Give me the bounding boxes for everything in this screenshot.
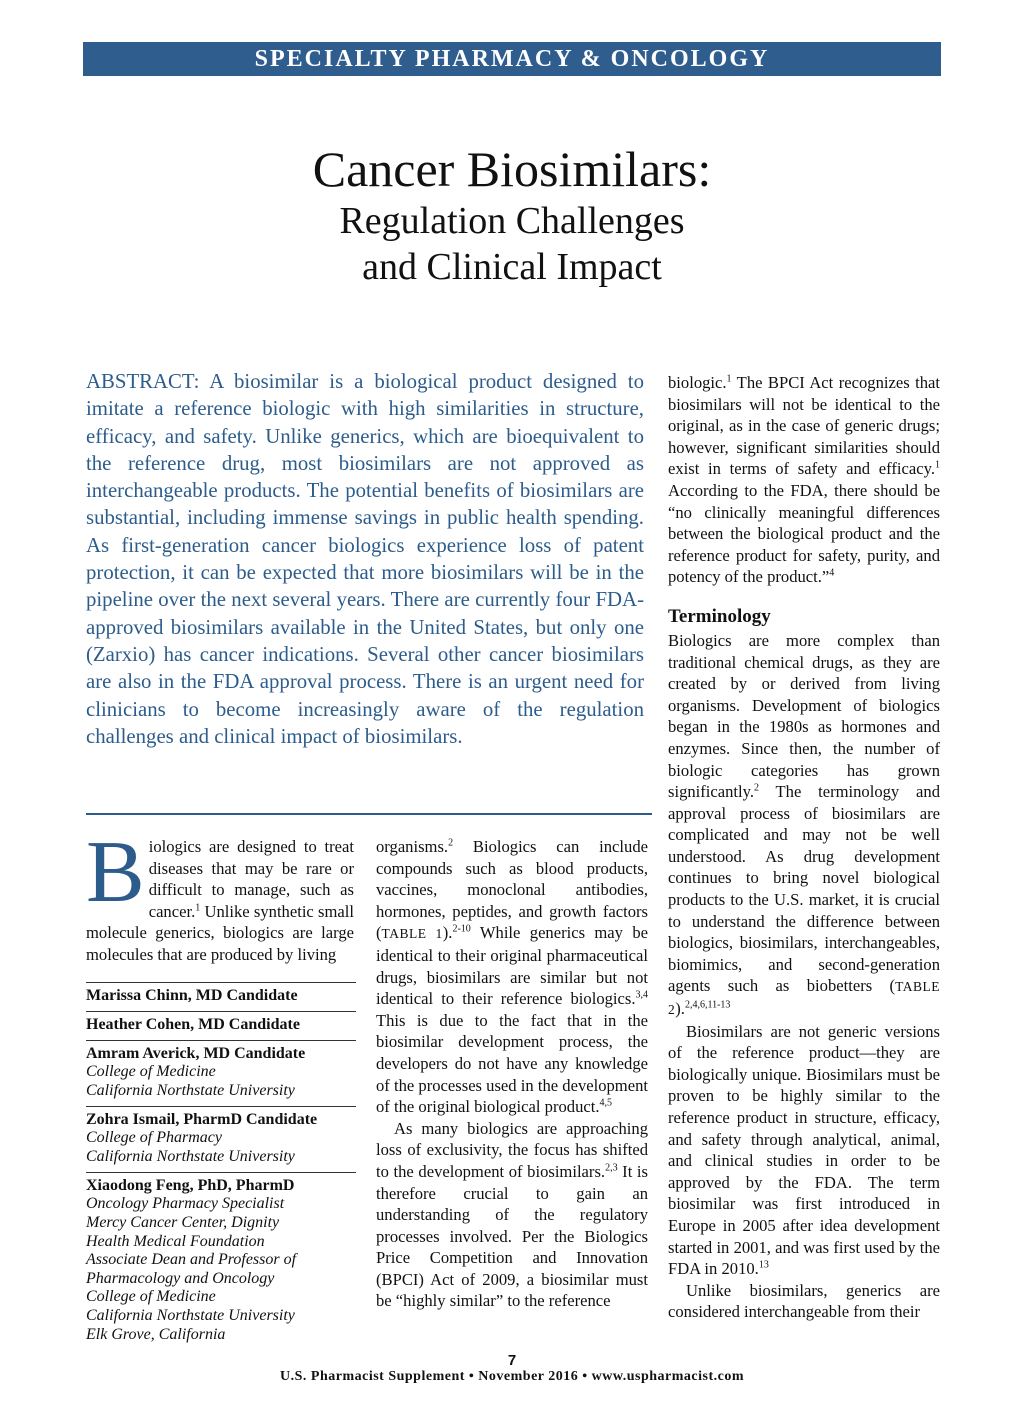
page-number: 7	[507, 1352, 517, 1369]
article-subtitle-line-2: and Clinical Impact	[362, 246, 662, 288]
author-list	[86, 982, 356, 1350]
body-column-2	[376, 836, 648, 1312]
table-reference: TABLE 2	[668, 979, 940, 1018]
author-affiliation: College of Pharmacy California Northstate University	[86, 1129, 295, 1165]
section-heading: Terminology	[668, 605, 771, 627]
author-name: Zohra Ismail, PharmD Candidate	[86, 1111, 318, 1129]
body-paragraph: biologic.$^1$ The BPCI Act recognizes that biosimilars will not be identical to the original, as in the case of generic drugs; however, significant similarities should exist in terms of safety and efficacy.$^1$ According to the FDA, there should be “no clinically meaningful differences between the biological product and the reference product for safety, purity, and potency of the product.”$^4$	[668, 373, 940, 587]
intro-paragraph: Biologics are designed to treat diseases that may be rare or difficult to manage, such as cancer.$^1$ Unlike synthetic small molecule generics, biologics are large molecules that are produced by living	[86, 824, 354, 964]
page-footer: U.S. Pharmacist Supplement • November 2016 • www.uspharmacist.com	[280, 1369, 744, 1384]
author-name: Marissa Chinn, MD Candidate	[86, 987, 298, 1004]
author-affiliation: Oncology Pharmacy Specialist Mercy Cancer Center, Dignity Health Medical Foundation Associate Dean and Professor of Pharmacology and Oncology College of Medicine California Northstate University Elk Grove, California	[86, 1195, 297, 1343]
section-banner: SPECIALTY PHARMACY & ONCOLOGY	[83, 42, 941, 76]
body-paragraph: Unlike biosimilars, generics are considered interchangeable from their	[668, 1280, 940, 1322]
body-paragraph: organisms.$^2$ Biologics can include compounds such as blood products, vaccines, monoclonal antibodies, hormones, peptides, and growth factors (TABLE 1).$^{2-10}$ While generics may be identical to their original pharmaceutical drugs, biosimilars are similar but not identical to their reference biologics.$^{3,4}$ This is due to the fact that in the biosimilar development process, the developers do not have any knowledge of the processes used in the development of the original biological product.$^{4,5}$	[376, 837, 648, 1117]
article-title: Cancer Biosimilars:	[312, 141, 712, 197]
body-paragraph: As many biologics are approaching loss of exclusivity, the focus has shifted to the development of biosimilars.$^{2,3}$ It is therefore crucial to gain an understanding of the regulatory processes involved. Per the Biologics Price Competition and Innovation (BPCI) Act of 2009, a biosimilar must be “highly similar” to the reference	[376, 1118, 648, 1311]
abstract-text: A biosimilar is a biological product designed to imitate a reference biologic with high similarities in structure, efficacy, and safety. Unlike generics, which are bioequivalent to the reference drug, most biosimilars are not approved as interchangeable products. The potential benefits of biosimilars are substantial, including immense savings in public health spending. As first-generation cancer biologics experience loss of patent protection, it can be expected that more biosimilars will be in the pipeline over the next several years. There are currently four FDA-approved biosimilars available in the United States, but only one (Zarxio) has cancer indications. Several other cancer biosimilars are also in the FDA approval process. There is an urgent need for clinicians to become increasingly aware of the regulation challenges and clinical impact of biosimilars.	[86, 370, 644, 748]
author-entry	[86, 1106, 356, 1172]
abstract	[86, 368, 644, 750]
author-entry	[86, 1172, 356, 1350]
author-entry	[86, 1040, 356, 1106]
author-entry	[86, 982, 356, 1011]
author-name: Xiaodong Feng, PhD, PharmD	[86, 1177, 295, 1195]
abstract-label: ABSTRACT:	[86, 370, 200, 393]
drop-cap: B	[86, 824, 145, 921]
author-name: Amram Averick, MD Candidate	[86, 1045, 306, 1062]
body-column-3	[668, 372, 940, 1323]
author-affiliation: College of Medicine California Northstate University	[86, 1063, 295, 1099]
article-subtitle-line-1: Regulation Challenges	[339, 200, 685, 242]
body-paragraph: Biosimilars are not generic versions of the reference product—they are biologically unique. Biosimilars must be proven to be highly similar to the reference product in structure, efficacy, and safety through analytical, animal, and clinical studies in order to be approved by the FDA. The term biosimilar was first introduced in Europe in 2005 after idea development started in 2001, and was first used by the FDA in 2010.13	[668, 1021, 940, 1279]
table-reference: TABLE 1	[381, 926, 443, 942]
body-paragraph: Biologics are more complex than traditional chemical drugs, as they are created by or derived from living organisms. Development of biologics began in the 1980s as hormones and enzymes. Since then, the number of biologic categories has grown significantly.$^2$ The terminology and approval process of biosimilars are complicated and may not be well understood. As drug development continues to bring novel biological products to the U.S. market, it is crucial to understand the difference between biologics, biosimilars, interchangeables, biomimics, and second-generation agents such as biobetters (TABLE 2).$^{2,4,6,11-13}$	[668, 630, 940, 1019]
article-title-block	[83, 140, 941, 290]
author-entry	[86, 1011, 356, 1040]
body-column-1	[86, 824, 354, 966]
author-name: Heather Cohen, MD Candidate	[86, 1016, 300, 1033]
abstract-divider	[86, 813, 652, 815]
